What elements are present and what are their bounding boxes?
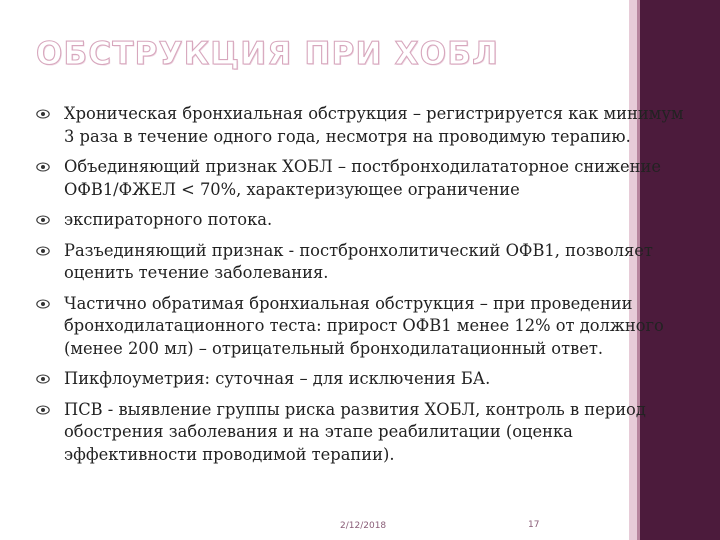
footer-date: 2/12/2018 [340, 521, 387, 531]
bullet-text: Частично обратимая бронхиальная обструкция – при проведении бронходилатационного теста: прирост ОФВ1 менее 12% от должного (менее 200 мл) – отрицательный бронходилатационный ответ. [64, 293, 664, 358]
bullet-text: экспираторного потока. [64, 210, 273, 229]
eye-bullet-icon [36, 213, 50, 227]
slide-title: ОБСТРУКЦИЯ ПРИ ХОБЛ [36, 36, 500, 72]
bullet-item [36, 368, 696, 391]
eye-bullet-icon [36, 403, 50, 417]
bullet-item [36, 156, 696, 201]
bullet-item [36, 240, 696, 285]
bullet-item [36, 209, 696, 232]
eye-bullet-icon [36, 297, 50, 311]
eye-bullet-icon [36, 107, 50, 121]
bullet-item [36, 399, 696, 467]
bullet-item [36, 103, 696, 148]
eye-bullet-icon [36, 372, 50, 386]
bullet-text: Хроническая бронхиальная обструкция – регистрируется как минимум 3 раза в течение одного года, несмотря на проводимую терапию. [64, 104, 684, 146]
bullet-text: Пикфлоуметрия: суточная – для исключения БА. [64, 369, 491, 388]
bullet-item [36, 293, 696, 361]
bullet-list [36, 103, 696, 474]
eye-bullet-icon [36, 160, 50, 174]
footer-page-number: 17 [528, 520, 540, 530]
bullet-text: Разъединяющий признак - постбронхолитический ОФВ1, позволяет оценить течение заболевания. [64, 240, 653, 282]
eye-bullet-icon [36, 244, 50, 258]
bullet-text: Объединяющий признак ХОБЛ – постбронходилататорное снижение ОФВ1/ФЖЕЛ < 70%, характеризующее ограничение [64, 157, 661, 199]
bullet-text: ПСВ - выявление группы риска развития ХОБЛ, контроль в период обострения заболевания и на этапе реабилитации (оценка эффективности проводимой терапии). [64, 399, 646, 464]
